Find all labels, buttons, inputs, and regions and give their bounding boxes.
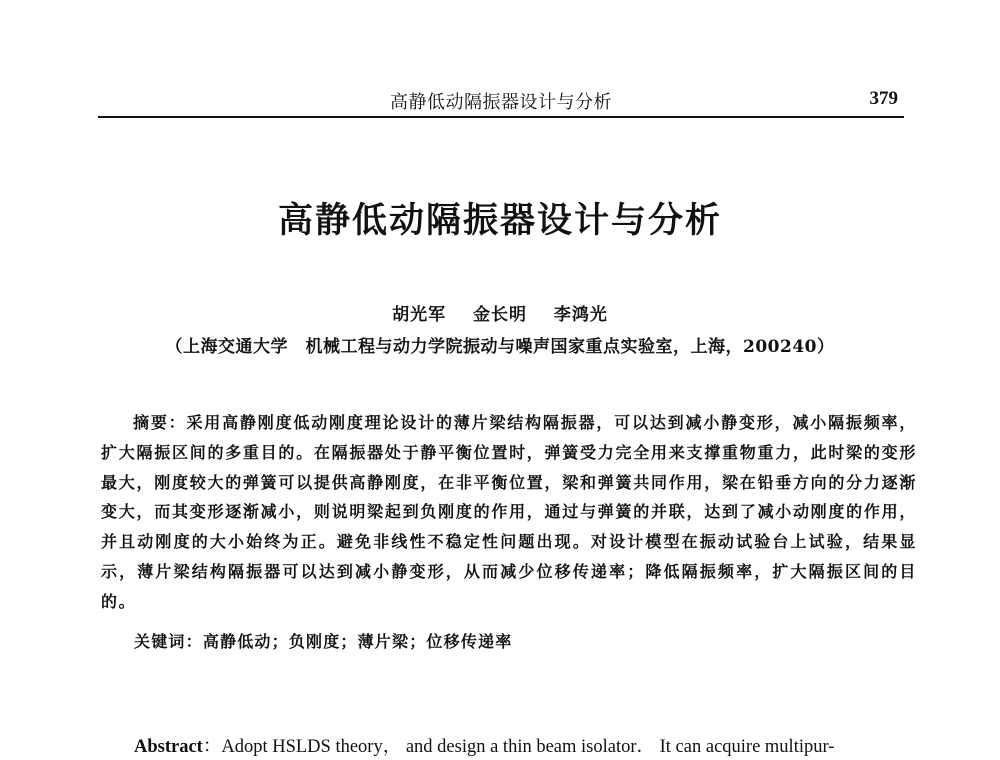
keywords bbox=[134, 629, 914, 652]
author-2: 金长明 bbox=[473, 305, 527, 325]
abstract-cn-text: 采用高静刚度低动刚度理论设计的薄片梁结构隔振器，可以达到减小静变形，减小隔振频率，扩大隔振区间的多重目的。在隔振器处于静平衡位置时，弹簧受力完全用来支撑重物重力，此时梁的变形最大，刚度较大的弹簧可以提供高静刚度，在非平衡位置，梁和弹簧共同作用，梁在铅垂方向的分力逐渐变大，而其变形逐渐减小，则说明梁起到负刚度的作用，通过与弹簧的并联，达到了减小动刚度的作用，并且动刚度的大小始终为正。避免非线性不稳定性问题出现。对设计模型在振动试验台上试验，结果显示，薄片梁结构隔振器可以达到减小静变形，从而减少位移传递率；降低隔振频率，扩大隔振区间的目的。 bbox=[101, 413, 917, 611]
author-list bbox=[0, 300, 1000, 325]
author-1: 胡光军 bbox=[392, 305, 447, 325]
page-number: 379 bbox=[869, 88, 898, 109]
abstract-en bbox=[134, 732, 924, 758]
keywords-label: 关键词： bbox=[134, 632, 203, 651]
running-header bbox=[98, 86, 904, 118]
author-3: 李鸿光 bbox=[553, 305, 608, 325]
abstract-cn-label: 摘要： bbox=[133, 413, 187, 432]
keywords-text: 高静低动；负刚度；薄片梁；位移传递率 bbox=[202, 632, 513, 651]
running-title: 高静低动隔振器设计与分析 bbox=[390, 92, 612, 113]
affiliation: （上海交通大学 机械工程与动力学院振动与噪声国家重点实验室，上海，200240） bbox=[165, 337, 835, 357]
abstract-cn bbox=[101, 408, 917, 617]
abstract-en-text: ：Adopt HSLDS theory， and design a thin beam isolator． It can acquire multipur- bbox=[202, 737, 835, 757]
paper-title: 高静低动隔振器设计与分析 bbox=[277, 200, 722, 241]
abstract-en-label: Abstract bbox=[134, 737, 203, 757]
